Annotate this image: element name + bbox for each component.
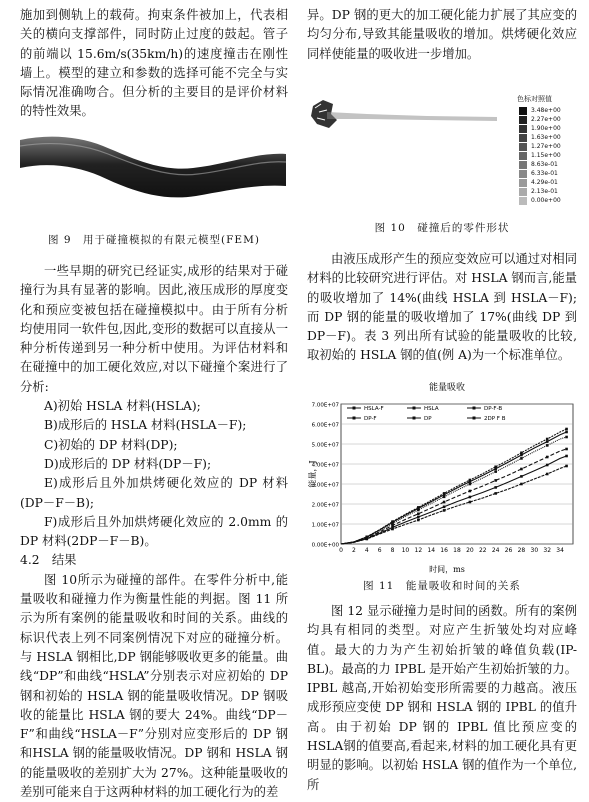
plot-area	[341, 404, 573, 544]
color-legend-value: 3.48e+00	[531, 107, 561, 114]
color-legend-entry	[519, 178, 577, 187]
case-item-c: C)初始的 DP 材料(DP);	[44, 437, 178, 452]
color-swatch	[519, 188, 527, 196]
color-legend-scale	[519, 106, 577, 205]
color-legend-value: 6.33e-01	[531, 170, 558, 177]
x-tick-label: 12	[414, 547, 423, 554]
y-tick-label: 6.00E+07	[311, 422, 339, 429]
legend-label: DP-F	[364, 416, 377, 422]
data-point	[469, 479, 472, 482]
data-point	[520, 457, 523, 460]
legend-marker	[473, 417, 476, 420]
color-swatch	[519, 116, 527, 124]
x-tick-label: 10	[401, 547, 410, 554]
color-legend-entry	[519, 115, 577, 124]
x-tick-label: 16	[440, 547, 448, 554]
legend-marker	[473, 407, 476, 410]
data-point	[443, 506, 446, 509]
data-point	[565, 436, 568, 439]
data-point	[469, 490, 472, 493]
color-swatch	[519, 134, 527, 142]
x-tick-label: 0	[339, 547, 343, 554]
paragraph-results: 图 10所示为碰撞的部件。在零件分析中,能量吸收和碰撞力作为衡量性能的判据。图 11 所示为所有案例的能量吸收和时间的关系。曲线的标识代表上列不同案例情况下对应的碰撞分析。与 HSLA 钢相比,DP 钢能够吸收更多的能量。曲线“DP”和曲线“HSLA”分别表示对应初始的 DP 钢和初始的 HSLA 钢的能量吸收情况。DP 钢吸收的能量比 HSLA 钢的要大 24%。曲线“DP－F”和曲线“HSLA－F”分别对应变形后的 DP 钢和HSLA 钢的能量吸收情况。DP 钢和 HSLA 钢的能量吸收的差别扩大为 27%。这种能量吸收的差别可能来自于这两种材料的加工硬化行为的差	[20, 572, 288, 800]
legend-marker	[353, 407, 356, 410]
color-legend-value: 0.00e+00	[531, 197, 561, 204]
data-point	[546, 456, 549, 459]
y-tick-label: 3.00E+07	[311, 482, 339, 489]
x-tick-label: 26	[504, 547, 513, 554]
legend-label: HSLA-F	[364, 406, 384, 412]
legend-label: DP	[424, 416, 432, 422]
left-column-top	[20, 6, 288, 122]
figure-10-caption: 图 10 碰撞后的零件形状	[374, 222, 510, 234]
data-point	[417, 516, 420, 519]
color-legend-entry	[519, 106, 577, 115]
x-tick-label: 34	[556, 547, 564, 554]
y-tick-label: 0.00E+00	[311, 542, 339, 549]
x-tick-label: 18	[453, 547, 461, 554]
data-point	[546, 440, 549, 443]
color-legend-entry	[519, 124, 577, 133]
y-tick-label: 2.00E+07	[311, 502, 339, 509]
figure-11-caption: 图 11 能量吸收和时间的关系	[363, 580, 521, 592]
color-swatch	[519, 125, 527, 133]
paragraph: 施加到侧轨上的载荷。拘束条件被加上，代表相关的横向支撑部件，同时防止过度的鼓起。管子的前端以 15.6m/s(35km/h)的速度撞击在刚性墙上。模型的建立和参数的选择可能不完全与实际情况准确吻合。但分析的主要目的是评价材料的特性效果。	[20, 8, 288, 119]
data-point	[417, 513, 420, 516]
paragraph-intro: 一些早期的研究已经证实,成形的结果对于碰撞行为具有显著的影响。因此,液压成形的厚度变化和预应变被包括在碰撞模拟中。由于所有分析均使用同一软件包,因此,变形的数据可以直接从一种分析传递到另一种分析中使用。为评估材料和在碰撞中的加工硬化效应,对以下碰撞个案进行了分析:	[20, 264, 288, 394]
color-legend-entry	[519, 187, 577, 196]
data-point	[520, 452, 523, 455]
color-legend-value: 2.27e+00	[531, 116, 561, 123]
figure-10-crashed-part	[307, 92, 579, 210]
paragraph-prestrain: 由液压成形产生的预应变效应可以通过对相同材料的比较研究进行评估。对 HSLA 钢而言,能量的吸收增加了 14%(曲线 HSLA 到 HSLA－F);而 DP 钢的能量的吸收增加了 17%(曲线 DP 到 DP－F)。表 3 列出所有试验的能量吸收的比较,取初始的 HSLA 钢的值(例 A)为一个标准单位。	[307, 252, 577, 363]
right-column-top	[307, 6, 577, 64]
data-point	[520, 468, 523, 471]
data-point	[365, 536, 368, 539]
series-line-DP-F	[341, 437, 567, 544]
right-column-bottom	[307, 602, 577, 795]
x-tick-label: 28	[517, 547, 526, 554]
data-point	[469, 496, 472, 499]
color-legend-entry	[519, 169, 577, 178]
legend-marker	[353, 417, 356, 420]
x-tick-label: 8	[390, 547, 395, 554]
x-tick-label: 32	[543, 547, 552, 554]
data-point	[565, 431, 568, 434]
data-point	[520, 475, 523, 478]
data-point	[494, 466, 497, 469]
figure-9-caption: 图 9 用于碰撞模拟的有限元模型(FEM)	[48, 234, 260, 246]
case-item-b: B)成形后的 HSLA 材料(HSLA－F);	[44, 418, 247, 433]
series-line-DP	[341, 449, 567, 544]
color-swatch	[519, 161, 527, 169]
x-tick-label: 2	[351, 547, 356, 554]
legend-marker	[413, 407, 416, 410]
legend-label: HSLA	[424, 406, 439, 412]
chart-title: 能量吸收	[428, 383, 466, 393]
color-swatch	[519, 152, 527, 160]
data-point	[546, 438, 549, 441]
legend-marker	[413, 417, 416, 420]
data-point	[565, 448, 568, 451]
x-tick-label: 22	[478, 547, 487, 554]
data-point	[417, 506, 420, 509]
case-item-d: D)成形后的 DP 材料(DP－F);	[44, 456, 212, 471]
legend-label: DP-F-B	[484, 406, 503, 412]
case-item-f: F)成形后且外加烘烤硬化效应的 2.0mm 的DP 材料(2DP－F－B)。	[20, 514, 288, 549]
series-line-2DP-F-B	[341, 429, 567, 544]
data-point	[443, 501, 446, 504]
color-legend-value: 1.63e+00	[531, 134, 561, 141]
color-legend-entry	[519, 196, 577, 205]
color-swatch	[519, 107, 527, 115]
color-legend-title: 色标对照值	[517, 95, 552, 103]
data-point	[565, 428, 568, 431]
right-column-middle	[307, 250, 577, 366]
y-axis-label: 能量，J	[308, 460, 317, 488]
data-point	[565, 465, 568, 468]
x-axis-label: 时间，ms	[429, 565, 465, 574]
x-tick-label: 20	[466, 547, 474, 554]
data-point	[391, 520, 394, 523]
x-tick-label: 6	[377, 547, 382, 554]
data-point	[494, 492, 497, 495]
color-legend-entry	[519, 133, 577, 142]
x-tick-label: 14	[427, 547, 436, 554]
color-legend-entry	[519, 151, 577, 160]
color-legend-value: 4.29e-01	[531, 179, 558, 186]
x-tick-label: 30	[530, 547, 539, 554]
figure-9-fem-model	[18, 128, 288, 208]
data-point	[443, 492, 446, 495]
data-point	[417, 519, 420, 522]
data-point	[494, 486, 497, 489]
crashed-part-image	[307, 92, 507, 210]
data-point	[443, 509, 446, 512]
color-legend-value: 1.90e+00	[531, 125, 561, 132]
series-line-HSLA-F	[341, 456, 567, 544]
color-swatch	[519, 197, 527, 205]
paragraph-force: 图 12 显示碰撞力是时间的函数。所有的案例均具有相同的类型。对应产生折皱处均对应峰值。最大的力为产生初始折皱的峰值负载(IP-BL)。最高的力 IPBL 是开始产生初始折皱的力。IPBL 越高,开始初始变形所需要的力越高。液压成形预应变使 DP 钢和 HSLA 钢的 IPBL 的值升高。由于初始 DP 钢的 IPBL 值比预应变的 HSLA钢的值要高,看起来,材料的加工硬化具有更明显的影响。以初始 HSLA 钢的值作为一个单位,所	[307, 604, 577, 792]
color-swatch	[519, 179, 527, 187]
color-legend-entry	[519, 142, 577, 151]
case-item-e: E)成形后且外加烘烤硬化效应的 DP 材料(DP－F－B);	[20, 476, 288, 510]
color-legend-value: 8.63e-01	[531, 161, 558, 168]
y-tick-label: 5.00E+07	[311, 442, 339, 449]
data-point	[469, 501, 472, 504]
figure-11-chart	[307, 380, 579, 576]
color-swatch	[519, 143, 527, 151]
data-point	[494, 479, 497, 482]
data-point	[520, 483, 523, 486]
y-tick-label: 7.00E+07	[311, 402, 339, 409]
x-tick-label: 4	[364, 547, 369, 554]
data-point	[546, 464, 549, 467]
color-legend-value: 1.15e+00	[531, 152, 561, 159]
data-point	[546, 473, 549, 476]
paragraph: 异。DP 钢的更大的加工硬化能力扩展了其应变的均匀分布,导致其能量吸收的增加。烘烤硬化效应同样使能量的吸收进一步增加。	[307, 8, 577, 61]
left-column-body	[20, 262, 288, 802]
legend-label: 2DP F B	[484, 416, 506, 422]
color-swatch	[519, 170, 527, 178]
section-heading: 4.2 结果	[20, 553, 77, 568]
case-item-a: A)初始 HSLA 材料(HSLA);	[44, 399, 201, 414]
data-point	[494, 470, 497, 473]
color-legend-value: 2.13e-01	[531, 188, 558, 195]
y-tick-label: 1.00E+07	[311, 522, 339, 529]
data-point	[565, 455, 568, 458]
y-tick-label: 4.00E+07	[311, 462, 339, 469]
x-tick-label: 24	[491, 547, 500, 554]
data-point	[546, 444, 549, 447]
data-point	[469, 483, 472, 486]
color-legend-value: 1.27e+00	[531, 143, 561, 150]
color-legend-entry	[519, 160, 577, 169]
